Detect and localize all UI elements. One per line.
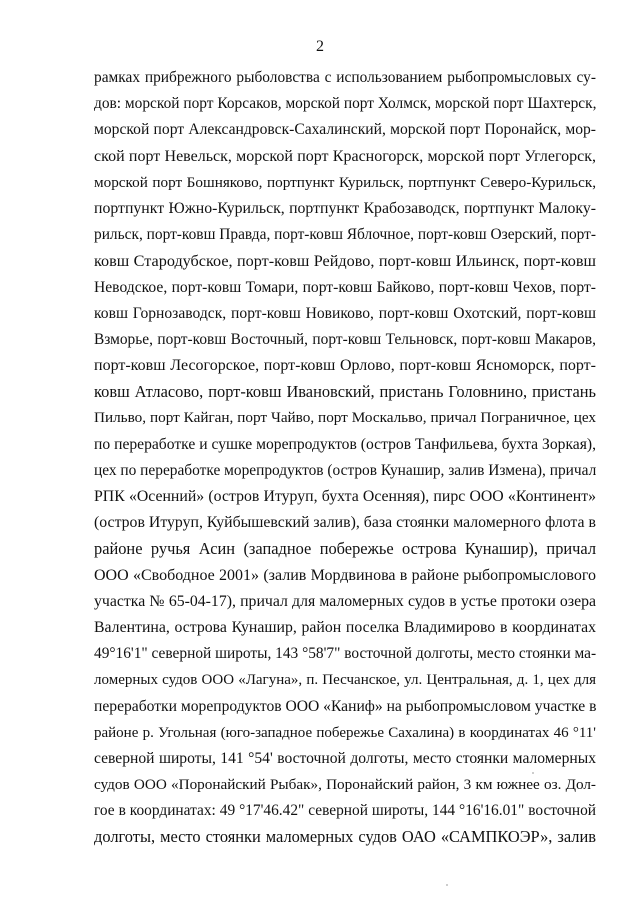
- text-line: ковш Атласово, порт-ковш Ивановский, пристань Головнино, пристань: [94, 382, 596, 402]
- text-line: рамках прибрежного рыболовства с использованием рыбопромысловых су-: [94, 69, 596, 86]
- text-line: порт-ковш Лесогорское, порт-ковш Орлово, порт-ковш Ясноморск, порт-: [94, 357, 596, 375]
- page-number: 2: [316, 38, 324, 55]
- text-line: районе р. Угольная (юго-западное побережье Сахалина) в координатах 46 °11': [94, 724, 596, 741]
- text-line: гое в координатах: 49 °17'46.42" северной широты, 144 °16'16.01" восточной: [94, 802, 596, 820]
- scan-speck: [532, 772, 534, 774]
- body-text: [94, 65, 596, 851]
- text-line: морской порт Бошняково, портпункт Курильск, портпункт Северо-Курильск,: [94, 173, 596, 191]
- text-line: по переработке и сушке морепродуктов (остров Танфильева, бухта Зоркая),: [94, 435, 596, 453]
- text-line: ООО «Свободное 2001» (залив Мордвинова в районе рыбопромыслового: [94, 566, 596, 584]
- text-line: ломерных судов ООО «Лагуна», п. Песчанское, ул. Центральная, д. 1, цех для: [94, 672, 596, 689]
- text-line: районе ручья Асин (западное побережье острова Кунашир), причал: [94, 539, 596, 559]
- text-line: ковш Стародубское, порт-ковш Рейдово, порт-ковш Ильинск, порт-ковш: [94, 252, 596, 271]
- text-line: судов ООО «Поронайский Рыбак», Поронайский район, 3 км южнее оз. Дол-: [94, 776, 596, 794]
- text-line: 49°16'1" северной широты, 143 °58'7" восточной долготы, место стоянки ма-: [94, 645, 596, 663]
- text-line: морской порт Александровск-Сахалинский, морской порт Поронайск, мор-: [94, 121, 596, 139]
- scan-speck: [446, 884, 448, 886]
- text-line: портпункт Южно-Курильск, портпункт Крабозаводск, портпункт Малоку-: [94, 199, 596, 217]
- text-line: цех по переработке морепродуктов (остров Кунашир, залив Измена), причал: [94, 461, 596, 479]
- text-line: ковш Горнозаводск, порт-ковш Новиково, порт-ковш Охотский, порт-ковш: [94, 304, 596, 322]
- text-line: Неводское, порт-ковш Томари, порт-ковш Байково, порт-ковш Чехов, порт-: [94, 278, 596, 296]
- text-line: северной широты, 141 °54' восточной долготы, место стоянки маломерных: [94, 749, 596, 767]
- text-line: (остров Итуруп, Куйбышевский залив), база стоянки маломерного флота в: [94, 514, 596, 532]
- text-line: дов: морской порт Корсаков, морской порт Холмск, морской порт Шахтерск,: [94, 95, 596, 113]
- text-line: ской порт Невельск, морской порт Красногорск, морской порт Углегорск,: [94, 147, 596, 165]
- text-line: переработки морепродуктов ООО «Каниф» на рыбопромысловом участке в: [94, 697, 596, 715]
- text-line: Валентина, острова Кунашир, район поселка Владимирово в координатах: [94, 618, 596, 636]
- text-line: РПК «Осенний» (остров Итуруп, бухта Осенняя), пирс ООО «Континент»: [94, 488, 596, 505]
- text-line: долготы, место стоянки маломерных судов ОАО «САМПКОЭР», залив: [94, 827, 596, 847]
- text-line: Пильво, порт Кайган, порт Чайво, порт Москальво, причал Пограничное, цех: [94, 409, 596, 427]
- text-line: Взморье, порт-ковш Восточный, порт-ковш Тельновск, порт-ковш Макаров,: [94, 330, 596, 348]
- text-line: участка № 65-04-17), причал для маломерных судов в устье протоки озера: [94, 592, 596, 610]
- text-line: рильск, порт-ковш Правда, порт-ковш Яблочное, порт-ковш Озерский, порт-: [94, 226, 596, 244]
